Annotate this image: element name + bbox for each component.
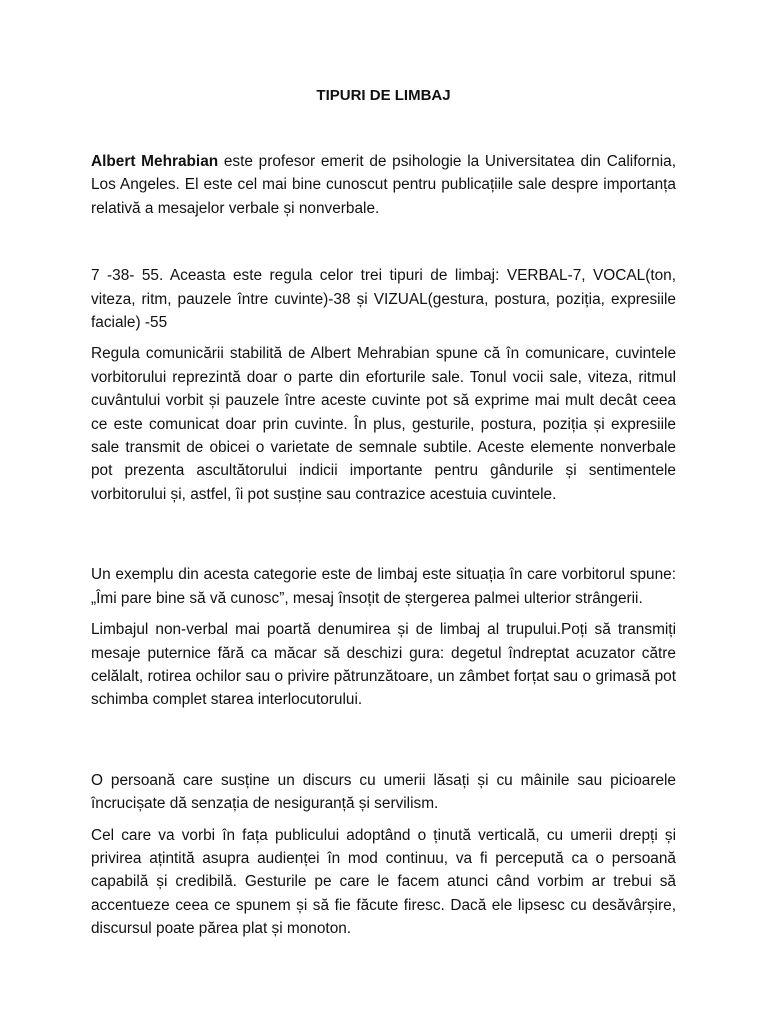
paragraph-public-speaking: Cel care va vorbi în fața publicului adoptând o ținută verticală, cu umerii drepți și privirea ațintită asupra audienței în mod continuu, va fi percepută ca o persoană capabilă și credibilă. Gesturile pe care le facem atunci când vorbim ar trebui să accentueze ceea ce spunem și să fie făcute firesc. Dacă ele lipsesc cu desăvârșire, discursul poate părea plat și monoton.	[91, 826, 676, 938]
paragraph-intro	[91, 150, 676, 220]
author-name: Albert Mehrabian	[91, 153, 219, 170]
paragraph-body-language: Limbajul non-verbal mai poartă denumirea și de limbaj al trupului.Poți să transmiți mesaje puternice fără ca măcar să deschizi gura: degetul îndreptat acuzator către celălalt, rotirea ochilor sau o privire pătrunzătoare, un zâmbet forțat sau o grimasă pot schimba complet starea interlocutorului.	[91, 621, 676, 709]
paragraph-rule: 7 -38- 55. Aceasta este regula celor trei tipuri de limbaj: VERBAL-7, VOCAL(ton, viteza, ritm, pauzele între cuvinte)-38 și VIZUAL(gestura, postura, poziția, expresiile faciale) -55	[91, 267, 676, 332]
paragraph-example: Un exemplu din acesta categorie este de limbaj este situația în care vorbitorul spune: „Îmi pare bine să vă cunosc”, mesaj însoțit de ștergerea palmei ulterior strângerii.	[91, 566, 676, 607]
paragraph-explanation: Regula comunicării stabilită de Albert Mehrabian spune că în comunicare, cuvintele vorbitorului reprezintă doar o parte din eforturile sale. Tonul vocii sale, viteza, ritmul cuvântului vorbit și pauzele între aceste cuvinte pot să exprime mai mult decât ceea ce este comunicat doar prin cuvinte. În plus, gesturile, postura, poziția și expresiile sale transmit de obicei o varietate de semnale subtile. Aceste elemente nonverbale pot prezenta ascultătorului indicii importante pentru gândurile și sentimentele vorbitorului și, astfel, îi pot susține sau contrazice acestuia cuvintele.	[91, 345, 676, 503]
paragraph-intro-text: este profesor emerit de psihologie la Universitatea din California, Los Angeles. El este cel mai bine cunoscut pentru publicațiile sale despre importanța relativă a mesajelor verbale și nonverbale.	[91, 153, 676, 217]
paragraph-posture: O persoană care susține un discurs cu umerii lăsați și cu mâinile sau picioarele încrucișate dă senzația de nesiguranță și servilism.	[91, 771, 676, 813]
document-title: TIPURI DE LIMBAJ	[316, 87, 451, 104]
document-page	[91, 84, 676, 941]
